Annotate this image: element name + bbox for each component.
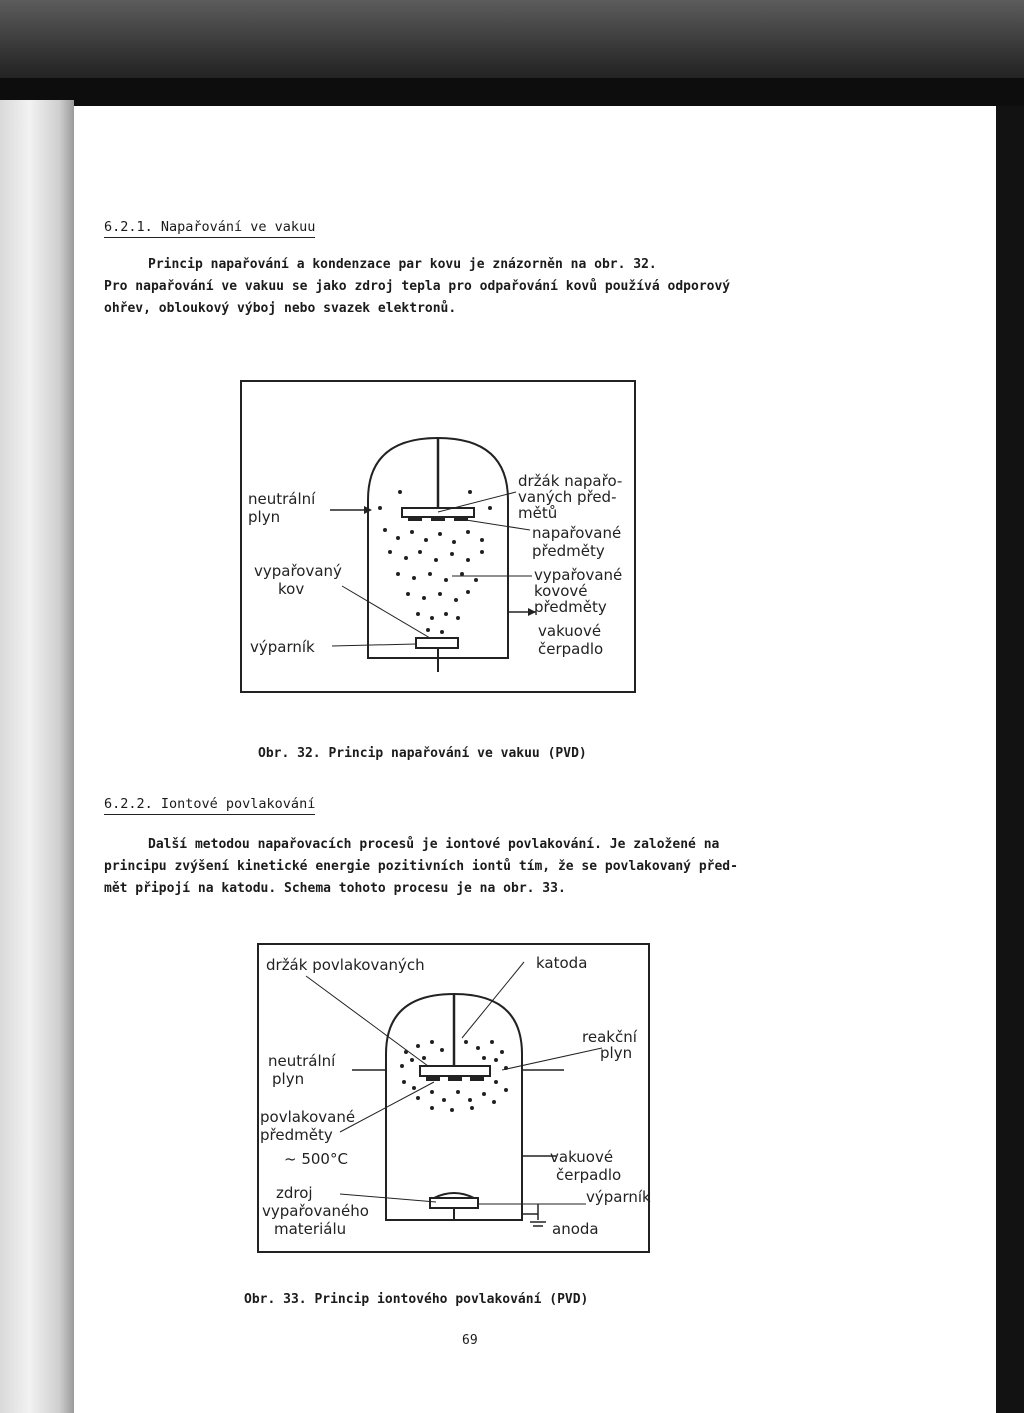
label-holder: držák povlakovaných — [266, 956, 425, 974]
coated-object — [470, 1076, 484, 1081]
label-temperature: ~ 500°C — [284, 1150, 348, 1168]
label-evaporator: výparník — [586, 1188, 651, 1206]
coated-object — [431, 517, 445, 521]
section-2-paragraph — [104, 834, 738, 900]
label-metal-coated: předměty — [534, 598, 607, 616]
label-coated-objects: předměty — [260, 1126, 333, 1144]
right-page-edge — [996, 106, 1024, 1413]
label-source: materiálu — [274, 1220, 347, 1238]
leader-line — [340, 1194, 436, 1202]
paragraph-line: Pro napařování ve vakuu se jako zdroj tepla pro odpařování kovů používá odporový — [104, 279, 731, 294]
label-neutral-gas: neutrální — [268, 1052, 336, 1070]
label-coated-objects: napařované — [532, 524, 622, 542]
label-neutral-gas: plyn — [272, 1070, 305, 1088]
holder-plate — [420, 1066, 490, 1076]
figure-33-caption: Obr. 33. Princip iontového povlakování (PVD) — [244, 1292, 589, 1307]
label-neutral-gas: plyn — [248, 508, 281, 526]
label-holder: držák napařo- — [518, 472, 623, 490]
label-holder: vaných před- — [518, 488, 617, 506]
figure-33-diagram — [256, 942, 652, 1254]
leader-line — [462, 962, 524, 1038]
label-evaporator: výparník — [250, 638, 315, 656]
section-heading-6-2-1: 6.2.1. Napařování ve vakuu — [104, 219, 315, 235]
leader-line — [332, 644, 416, 646]
figure-32-caption: Obr. 32. Princip napařování ve vakuu (PVD) — [258, 746, 587, 761]
coated-object — [448, 1076, 462, 1081]
paragraph-line: principu zvýšení kinetické energie pozitivních iontů tím, že se povlakovaný před- — [104, 859, 738, 874]
coated-object — [408, 517, 422, 521]
holder-plate — [402, 508, 474, 517]
section-heading-6-2-2: 6.2.2. Iontové povlakování — [104, 796, 315, 812]
label-coated-objects: povlakované — [260, 1108, 356, 1126]
paragraph-line: Další metodou napařovacích procesů je iontové povlakování. Je založené na — [148, 837, 720, 852]
evaporator-boat — [416, 638, 458, 648]
evaporator-boat — [430, 1198, 478, 1208]
label-anode: anoda — [552, 1220, 599, 1238]
label-vacuum-pump: čerpadlo — [538, 640, 604, 658]
label-holder: mětů — [518, 504, 558, 522]
left-page-edge — [0, 100, 74, 1413]
label-source: zdroj — [276, 1184, 313, 1202]
label-metal-coated: vypařované — [534, 566, 623, 584]
label-source: vypařovaného — [262, 1202, 369, 1220]
paragraph-line: mět připojí na katodu. Schema tohoto procesu je na obr. 33. — [104, 881, 566, 896]
label-vacuum-pump: vakuové — [538, 622, 602, 640]
leader-line — [502, 1048, 602, 1070]
label-reaction-gas: plyn — [600, 1044, 633, 1062]
label-neutral-gas: neutrální — [248, 490, 316, 508]
label-metal-coated: kovové — [534, 582, 588, 600]
label-coated-objects: předměty — [532, 542, 605, 560]
label-vacuum-pump: vakuové — [550, 1148, 614, 1166]
paragraph-line: Princip napařování a kondenzace par kovu je znázorněn na obr. 32. — [148, 257, 657, 272]
label-evaporated-metal: kov — [278, 580, 305, 598]
label-vacuum-pump: čerpadlo — [556, 1166, 622, 1184]
label-reaction-gas: reakční — [582, 1028, 637, 1046]
page-number: 69 — [462, 1333, 478, 1348]
figure-32-diagram — [240, 380, 638, 694]
label-cathode: katoda — [536, 954, 588, 972]
leader-line — [438, 492, 516, 512]
label-evaporated-metal: vypařovaný — [254, 562, 342, 580]
paragraph-line: ohřev, obloukový výboj nebo svazek elektronů. — [104, 301, 457, 316]
book-binding — [0, 78, 1024, 106]
coated-object — [454, 517, 468, 521]
leader-line — [342, 586, 430, 638]
coated-object — [426, 1076, 440, 1081]
section-1-paragraph — [104, 254, 730, 320]
